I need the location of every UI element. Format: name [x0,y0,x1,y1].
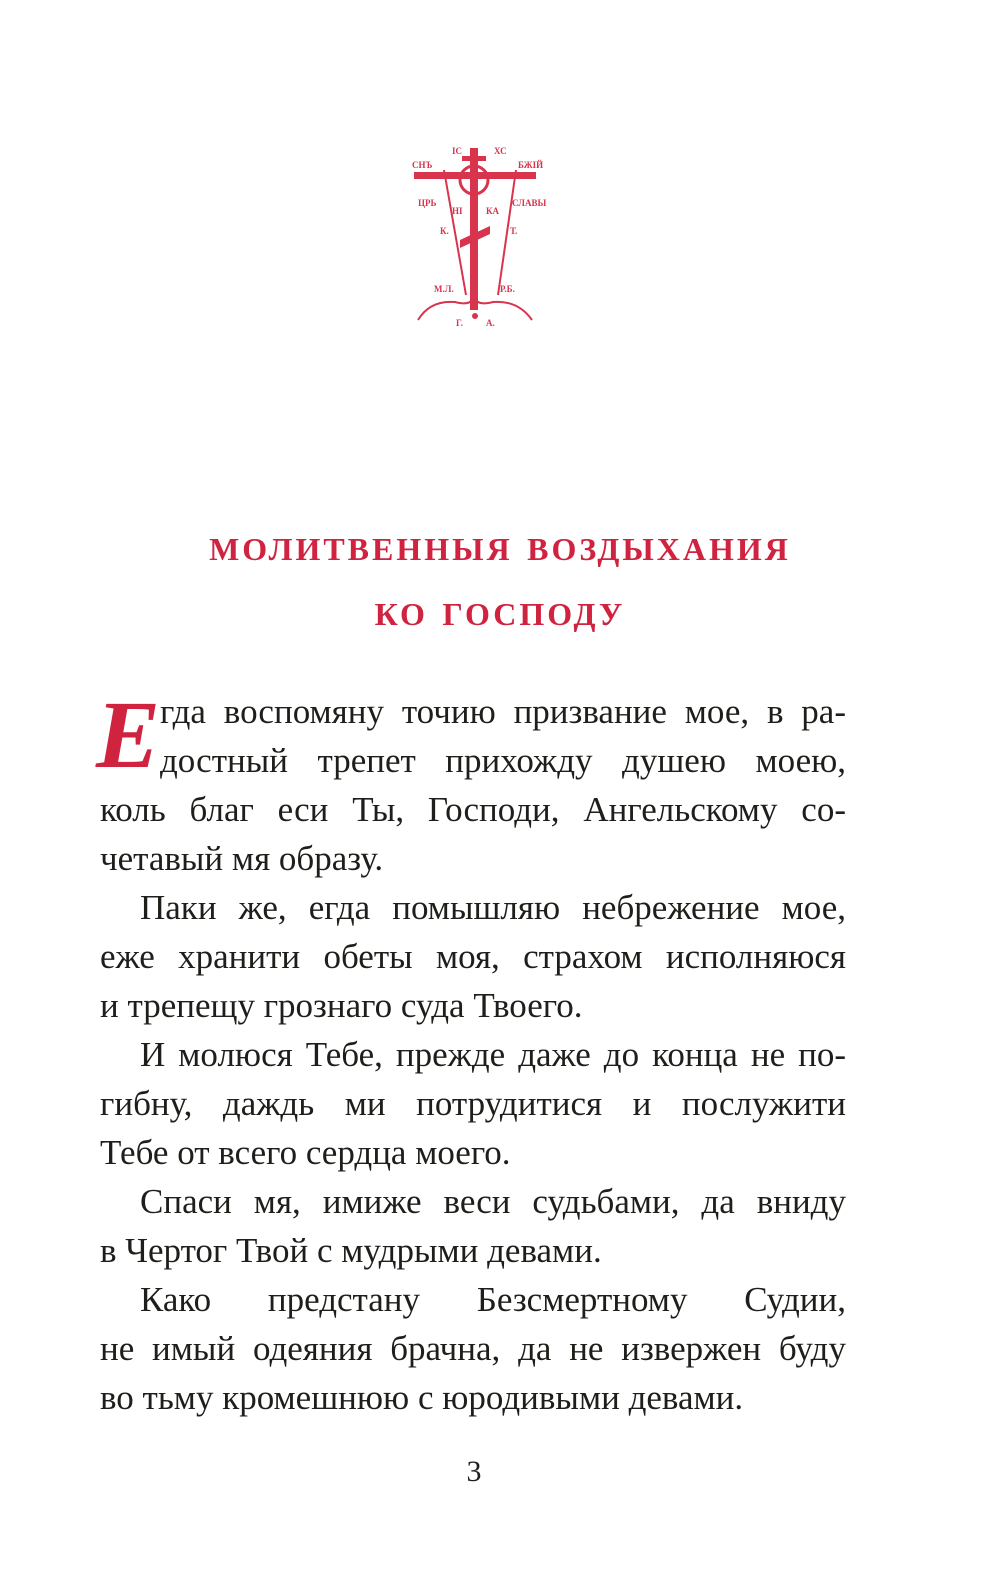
cross-label: К. [440,226,449,236]
text-line: гибну, даждь ми потрудитися и послужити [100,1084,846,1123]
cross-label: НІ [452,206,463,216]
cross-label: СЛАВЫ [512,198,547,208]
cross-label: БЖІЙ [518,160,544,170]
cross-label: СНЪ [412,160,433,170]
cross-label: М.Л. [434,284,454,294]
cross-label: Г. [456,318,463,328]
text-line: еже хранити обеты моя, страхом исполняюся [100,937,846,976]
text-line: в Чертог Твой с мудрыми девами. [100,1231,602,1270]
title-line-2: ко господу [374,584,626,635]
text-line: коль благ еси Ты, Господи, Ангельскому со- [100,790,846,829]
text-line: Тебе от всего сердца моего. [100,1133,511,1172]
title-line-1: молитвенныя воздыхания [209,519,791,570]
text-line: четавый мя образу. [100,839,384,878]
text-line: Како предстану Безсмертному Судии, [140,1280,846,1319]
text-line: Спаси мя, имиже веси судьбами, да вниду [140,1182,846,1221]
cross-label: ХС [494,146,507,156]
cross-label: Т. [510,226,518,236]
cross-label: Р.Б. [500,284,515,294]
drop-cap: Е [96,681,161,788]
orthodox-cross-emblem [400,130,550,330]
text-line: И молюся Тебе, прежде даже до конца не по- [140,1035,846,1074]
text-line: гда воспомяну точию призвание мое, в ра- [160,692,846,731]
cross-label: ЦРЬ [418,198,437,208]
text-line: достный трепет прихожду душею моею, [160,741,846,780]
text-line: и трепещу грознаго суда Твоего. [100,986,583,1025]
cross-label: А. [486,318,495,328]
text-line: Паки же, егда помышляю небрежение мое, [140,888,846,927]
cross-label: ІС [452,146,463,156]
text-line: не имый одеяния брачна, да не извержен буду [100,1329,846,1368]
text-line: во тьму кромешнюю с юродивыми девами. [100,1378,744,1417]
page-number: 3 [466,1455,482,1488]
cross-label: КА [486,206,500,216]
